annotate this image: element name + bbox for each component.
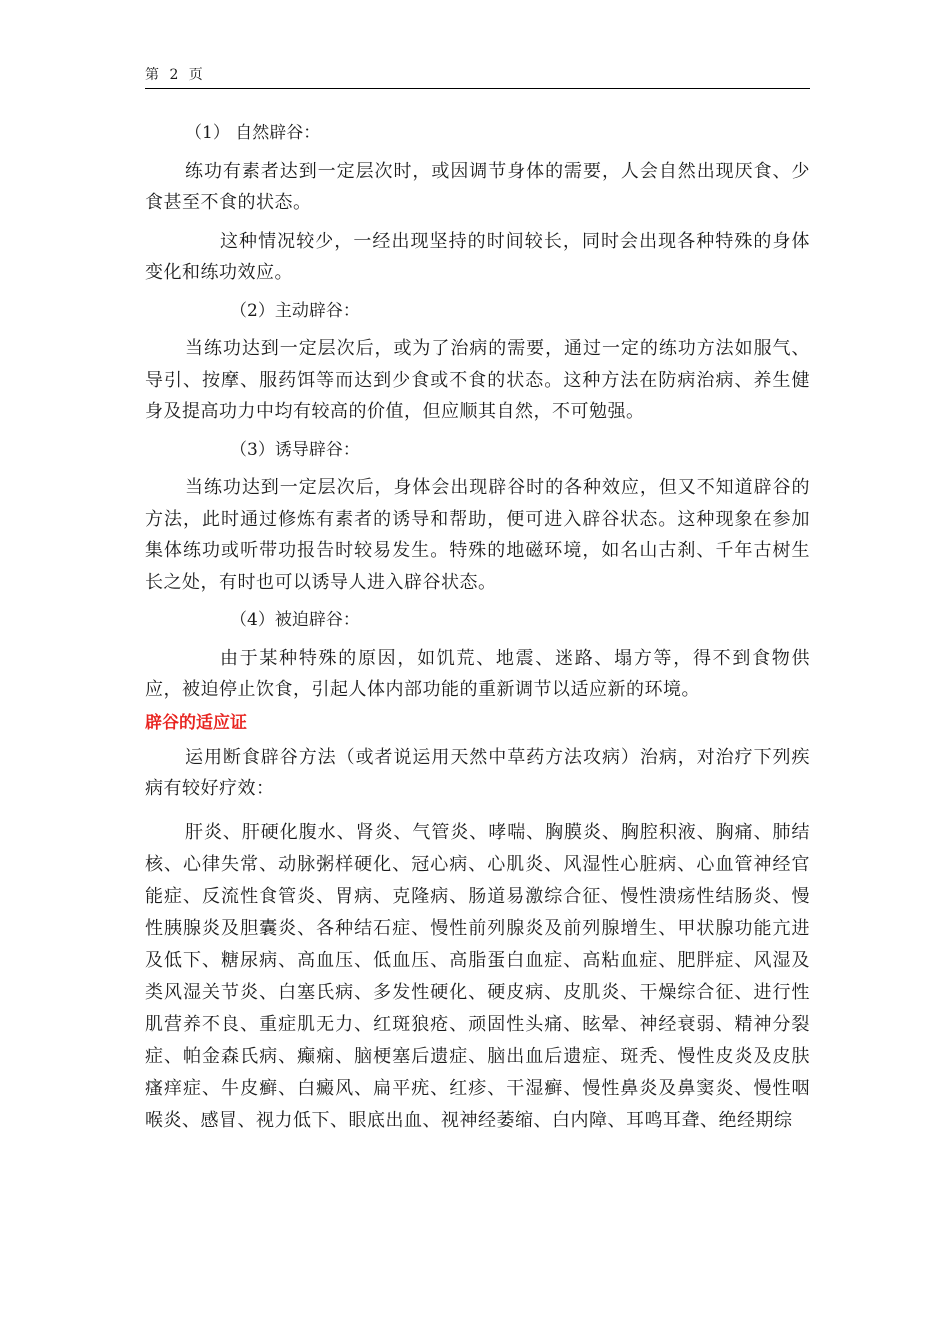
paragraph: 当练功达到一定层次后，或为了治病的需要，通过一定的练功方法如服气、导引、按摩、服药饵等而达到少食或不食的状态。这种方法在防病治病、养生健身及提高功力中均有较高的价值，但应顺其自然，不可勉强。 [145,338,810,422]
page-header [145,66,810,89]
section-title-active: （2）主动辟谷： [230,300,360,321]
paragraph: 当练功达到一定层次后，身体会出现辟谷时的各种效应，但又不知道辟谷的方法，此时通过修炼有素者的诱导和帮助，便可进入辟谷状态。这种现象在参加集体练功或听带功报告时较易发生。特殊的地磁环境，如名山古刹、千年古树生长之处，有时也可以诱导人进入辟谷状态。 [145,477,810,593]
disease-list-paragraph: 肝炎、肝硬化腹水、肾炎、气管炎、哮喘、胸膜炎、胸腔积液、胸痛、肺结核、心律失常、动脉粥样硬化、冠心病、心肌炎、风湿性心脏病、心血管神经官能症、反流性食管炎、胃病、克隆病、肠道易激综合征、慢性溃疡性结肠炎、慢性胰腺炎及胆囊炎、各种结石症、慢性前列腺炎及前列腺增生、甲状腺功能亢进及低下、糖尿病、高血压、低血压、高脂蛋白血症、高粘血症、肥胖症、风湿及类风湿关节炎、白塞氏病、多发性硬化、硬皮病、皮肌炎、干燥综合征、进行性肌营养不良、重症肌无力、红斑狼疮、顽固性头痛、眩晕、神经衰弱、精神分裂症、帕金森氏病、癫痫、脑梗塞后遗症、脑出血后遗症、斑秃、慢性皮炎及皮肤瘙痒症、牛皮癣、白癜风、扁平疣、红疹、干湿癣、慢性鼻炎及鼻窦炎、慢性咽喉炎、感冒、视力低下、眼底出血、视神经萎缩、白内障、耳鸣耳聋、绝经期综 [145,821,810,1131]
section-title-induced: （3）诱导辟谷： [230,439,360,460]
section-heading-indications: 辟谷的适应证 [145,712,247,733]
paragraph: 这种情况较少，一经出现坚持的时间较长，同时会出现各种特殊的身体变化和练功效应。 [145,230,810,283]
paragraph: 练功有素者达到一定层次时，或因调节身体的需要，人会自然出现厌食、少食甚至不食的状态。 [145,160,810,213]
page-number: 第 2 页 [145,67,206,83]
section-title-natural: （1） 自然辟谷： [185,123,321,143]
document-body [145,118,810,1137]
paragraph: 运用断食辟谷方法（或者说运用天然中草药方法攻病）治病，对治疗下列疾病有较好疗效： [145,746,810,799]
paragraph: 由于某种特殊的原因，如饥荒、地震、迷路、塌方等，得不到食物供应，被迫停止饮食，引起人体内部功能的重新调节以适应新的环境。 [145,647,810,700]
section-title-forced: （4）被迫辟谷： [230,610,360,630]
